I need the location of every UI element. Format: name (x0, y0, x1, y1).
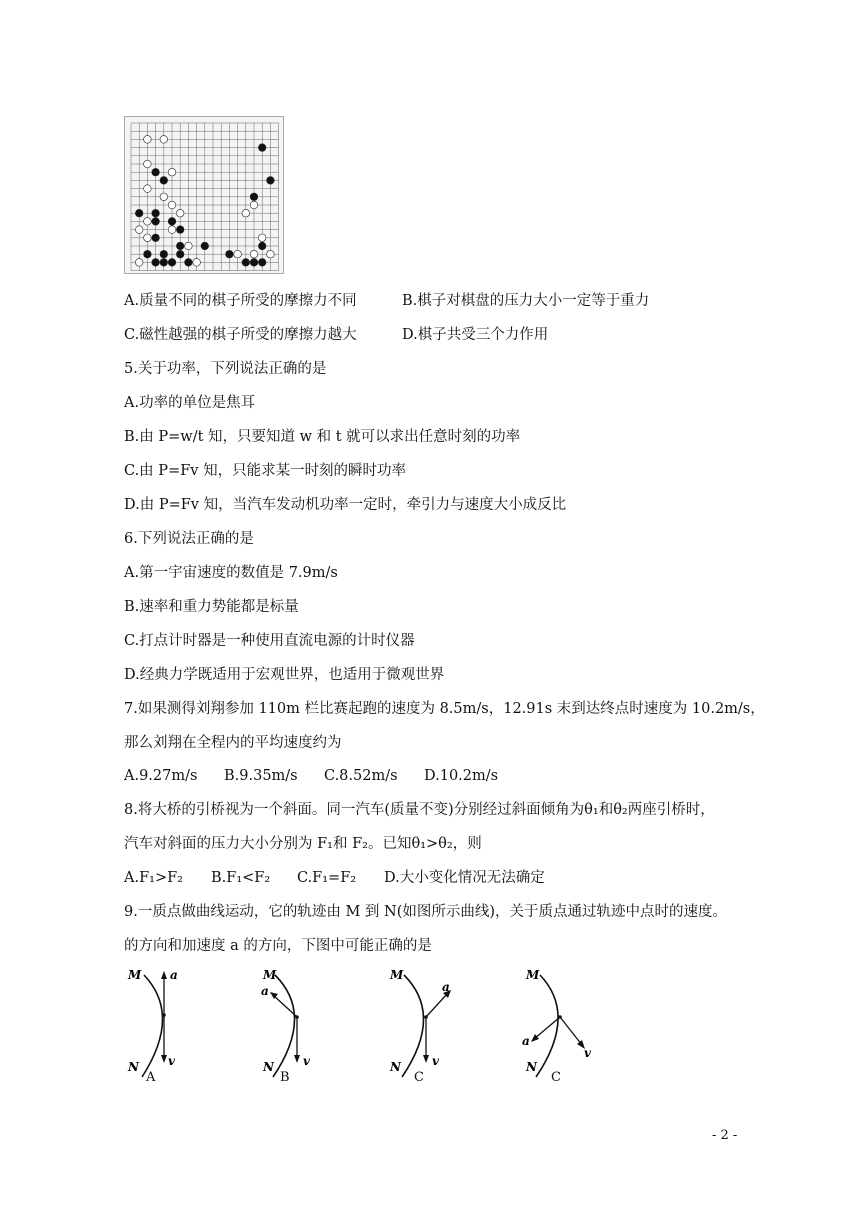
q8-stem-line2: 汽车对斜面的压力大小分别为 F₁和 F₂。已知θ₁>θ₂，则 (124, 836, 482, 852)
label-m: M (526, 968, 540, 982)
q8-option-b: B.F₁<F₂ (211, 870, 271, 886)
black-stone-icon (168, 259, 176, 267)
q4-options-row-2 (124, 325, 548, 345)
white-stone-icon (144, 218, 152, 226)
q5-option-c: C.由 P=Fv 知，只能求某一时刻的瞬时功率 (124, 463, 407, 479)
q4-option-c: C.磁性越强的棋子所受的摩擦力越大 (124, 327, 357, 343)
white-stone-icon (242, 209, 250, 217)
label-v: v (168, 1054, 175, 1068)
q6-option-d: D.经典力学既适用于宏观世界，也适用于微观世界 (124, 667, 445, 683)
q8-options (124, 868, 545, 888)
black-stone-icon (176, 226, 184, 234)
q5-option-a: A.功率的单位是焦耳 (124, 395, 256, 411)
trajectory-curve (142, 975, 163, 1077)
black-stone-icon (176, 242, 184, 250)
white-stone-icon (135, 226, 143, 234)
q7-stem-line1: 7.如果测得刘翔参加 110m 栏比赛起跑的速度为 8.5m/s，12.91s 末到达终点时速度为 10.2m/s， (124, 701, 765, 717)
trajectory-curve (536, 975, 558, 1077)
white-stone-icon (250, 201, 258, 209)
black-stone-icon (152, 234, 160, 242)
black-stone-icon (152, 218, 160, 226)
white-stone-icon (144, 136, 152, 144)
arrowhead-icon (161, 1055, 167, 1063)
white-stone-icon (144, 185, 152, 193)
q5-stem: 5.关于功率，下列说法正确的是 (124, 361, 327, 377)
white-stone-icon (267, 250, 275, 258)
label-v: v (432, 1054, 439, 1068)
q4-options-row-1 (124, 291, 649, 311)
white-stone-icon (160, 136, 168, 144)
velocity-arrow (560, 1017, 582, 1045)
label-n: N (526, 1060, 537, 1074)
label-m: M (390, 968, 404, 982)
q6-option-b: B.速率和重力势能都是标量 (124, 599, 299, 615)
black-stone-icon (201, 242, 209, 250)
black-stone-icon (152, 209, 160, 217)
q5-option-d: D.由 P=Fv 知，当汽车发动机功率一定时，牵引力与速度大小成反比 (124, 497, 567, 513)
q7-stem-line2: 那么刘翔在全程内的平均速度约为 (124, 735, 342, 751)
white-stone-icon (168, 168, 176, 176)
black-stone-icon (185, 259, 193, 267)
white-stone-icon (144, 234, 152, 242)
page-number: - 2 - (712, 1128, 738, 1143)
black-stone-icon (152, 168, 160, 176)
black-stone-icon (168, 218, 176, 226)
q6-option-a: A.第一宇宙速度的数值是 7.9m/s (124, 565, 338, 581)
q7-option-a: A.9.27m/s (124, 768, 198, 784)
q4-option-a: A.质量不同的棋子所受的摩擦力不同 (124, 293, 357, 309)
q7-options (124, 766, 498, 786)
q8-option-d: D.大小变化情况无法确定 (384, 870, 545, 886)
q4-option-b: B.棋子对棋盘的压力大小一定等于重力 (402, 293, 650, 309)
white-stone-icon (234, 250, 242, 258)
label-v: v (584, 1046, 591, 1060)
white-stone-icon (144, 160, 152, 168)
label-m: M (263, 968, 277, 982)
black-stone-icon (160, 177, 168, 185)
trajectory-curve (402, 975, 424, 1077)
black-stone-icon (242, 259, 250, 267)
black-stone-icon (258, 144, 266, 152)
white-stone-icon (168, 201, 176, 209)
black-stone-icon (258, 242, 266, 250)
q7-option-b: B.9.35m/s (224, 768, 298, 784)
black-stone-icon (258, 259, 266, 267)
black-stone-icon (176, 250, 184, 258)
black-stone-icon (250, 193, 258, 201)
black-stone-icon (267, 177, 275, 185)
figure-c-label: C (414, 1070, 424, 1085)
label-a: a (522, 1034, 530, 1048)
label-n: N (128, 1060, 139, 1074)
q7-option-c: C.8.52m/s (324, 768, 398, 784)
q8-option-a: A.F₁>F₂ (124, 870, 183, 886)
q6-option-c: C.打点计时器是一种使用直流电源的计时仪器 (124, 633, 415, 649)
figure-b (255, 965, 325, 1085)
go-board-figure (124, 116, 284, 274)
arrowhead-icon (423, 1055, 429, 1063)
white-stone-icon (135, 259, 143, 267)
q8-stem-line1: 8.将大桥的引桥视为一个斜面。同一汽车(质量不变)分别经过斜面倾角为θ₁和θ₂两座引桥时， (124, 802, 715, 818)
label-n: N (390, 1060, 401, 1074)
black-stone-icon (160, 250, 168, 258)
figure-a-label: A (146, 1070, 156, 1085)
label-a: a (170, 968, 178, 982)
q8-option-c: C.F₁=F₂ (297, 870, 357, 886)
midpoint-dot (558, 1015, 562, 1019)
black-stone-icon (144, 250, 152, 258)
white-stone-icon (258, 234, 266, 242)
trajectory-curve (273, 975, 295, 1077)
go-board-icon (125, 117, 283, 273)
accel-arrow (426, 993, 448, 1017)
label-a: a (261, 984, 269, 998)
white-stone-icon (160, 193, 168, 201)
q9-stem-line1: 9.一质点做曲线运动，它的轨迹由 M 到 N(如图所示曲线)，关于质点通过轨迹中点时的速度。 (124, 904, 728, 920)
midpoint-dot (162, 1013, 166, 1017)
arrowhead-icon (294, 1055, 300, 1063)
label-m: M (128, 968, 142, 982)
q9-stem-line2: 的方向和加速度 a 的方向，下图中可能正确的是 (124, 938, 432, 954)
white-stone-icon (176, 209, 184, 217)
label-n: N (263, 1060, 274, 1074)
midpoint-dot (424, 1015, 428, 1019)
figure-d (518, 965, 598, 1085)
black-stone-icon (160, 259, 168, 267)
black-stone-icon (250, 259, 258, 267)
q6-stem: 6.下列说法正确的是 (124, 531, 254, 547)
label-a: a (442, 980, 450, 994)
white-stone-icon (193, 259, 201, 267)
black-stone-icon (152, 259, 160, 267)
label-v: v (303, 1054, 310, 1068)
black-stone-icon (135, 209, 143, 217)
q7-option-d: D.10.2m/s (424, 768, 499, 784)
figure-d-label: C (551, 1070, 561, 1085)
figure-a (124, 965, 194, 1085)
black-stone-icon (226, 250, 234, 258)
white-stone-icon (185, 242, 193, 250)
white-stone-icon (250, 250, 258, 258)
arrowhead-icon (161, 971, 167, 979)
figure-c (386, 965, 466, 1085)
q4-option-d: D.棋子共受三个力作用 (402, 327, 549, 343)
figure-b-label: B (280, 1070, 290, 1085)
white-stone-icon (168, 226, 176, 234)
midpoint-dot (295, 1015, 299, 1019)
q5-option-b: B.由 P=w/t 知，只要知道 w 和 t 就可以求出任意时刻的功率 (124, 429, 521, 445)
